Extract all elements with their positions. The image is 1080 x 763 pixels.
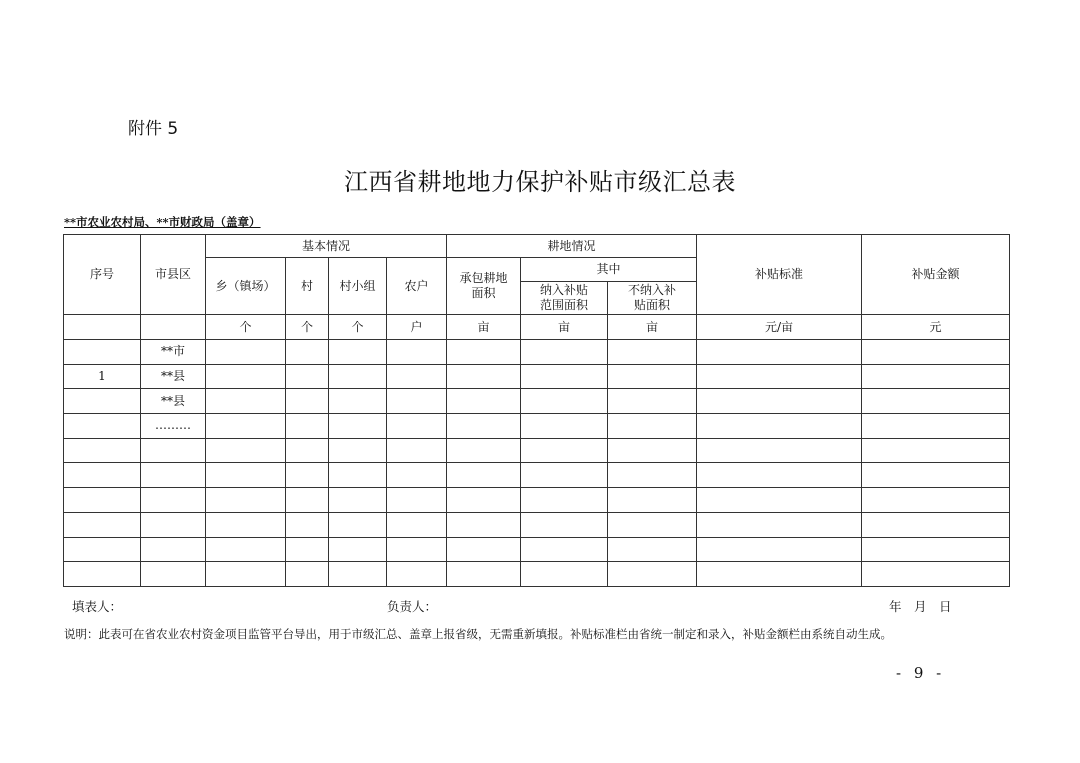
unit-cell: 个 [286, 315, 329, 340]
empty-cell [862, 537, 1010, 562]
empty-cell [329, 389, 387, 414]
table-row [64, 562, 1010, 587]
empty-cell [329, 463, 387, 488]
empty-cell [329, 364, 387, 389]
empty-cell [862, 488, 1010, 513]
empty-cell [608, 438, 697, 463]
empty-cell [608, 537, 697, 562]
empty-cell [329, 414, 387, 439]
summary-table [63, 234, 1010, 587]
table-row [64, 438, 1010, 463]
empty-cell [697, 414, 862, 439]
row-county [141, 488, 206, 513]
empty-cell [206, 512, 286, 537]
row-seq [64, 438, 141, 463]
header-seq: 序号 [64, 235, 141, 315]
empty-cell [862, 414, 1010, 439]
unit-cell: 亩 [447, 315, 521, 340]
empty-cell [286, 463, 329, 488]
header-excluded-area: 不纳入补贴面积 [608, 282, 697, 315]
table-row [64, 389, 1010, 414]
empty-cell [206, 488, 286, 513]
empty-cell [862, 340, 1010, 365]
empty-cell [286, 562, 329, 587]
empty-cell [697, 537, 862, 562]
row-county: **县 [141, 364, 206, 389]
empty-cell [387, 340, 447, 365]
header-among: 其中 [521, 258, 697, 282]
empty-cell [608, 562, 697, 587]
row-seq [64, 562, 141, 587]
empty-cell [387, 438, 447, 463]
empty-cell [447, 389, 521, 414]
empty-cell [697, 364, 862, 389]
empty-cell [862, 364, 1010, 389]
row-county [141, 463, 206, 488]
empty-cell [447, 463, 521, 488]
empty-cell [521, 389, 608, 414]
empty-cell [697, 488, 862, 513]
row-seq: 1 [64, 364, 141, 389]
row-seq [64, 512, 141, 537]
header-amount: 补贴金额 [862, 235, 1010, 315]
empty-cell [521, 364, 608, 389]
empty-cell [286, 414, 329, 439]
empty-cell [521, 537, 608, 562]
row-county [141, 537, 206, 562]
row-seq [64, 463, 141, 488]
empty-cell [447, 364, 521, 389]
empty-cell [286, 389, 329, 414]
unit-cell: 亩 [521, 315, 608, 340]
table-row [64, 537, 1010, 562]
empty-cell [521, 562, 608, 587]
filler-label: 填表人： [72, 599, 123, 614]
empty-cell [862, 438, 1010, 463]
empty-cell [447, 537, 521, 562]
stamp-line: **市农业农村局、**市财政局（盖章） [64, 215, 261, 229]
empty-cell [286, 438, 329, 463]
empty-cell [697, 389, 862, 414]
empty-cell [608, 364, 697, 389]
header-township: 乡（镇场） [206, 258, 286, 315]
unit-cell: 元 [862, 315, 1010, 340]
empty-cell [697, 340, 862, 365]
empty-cell [521, 340, 608, 365]
table-row [64, 340, 1010, 365]
empty-cell [387, 463, 447, 488]
empty-cell [697, 438, 862, 463]
empty-cell [608, 488, 697, 513]
empty-cell [521, 512, 608, 537]
table-row [64, 488, 1010, 513]
empty-cell [862, 389, 1010, 414]
empty-cell [447, 562, 521, 587]
empty-cell [387, 414, 447, 439]
empty-cell [206, 537, 286, 562]
table-row [64, 414, 1010, 439]
empty-cell [286, 364, 329, 389]
header-included-area: 纳入补贴范围面积 [521, 282, 608, 315]
unit-cell: 亩 [608, 315, 697, 340]
empty-cell [329, 340, 387, 365]
empty-cell [608, 389, 697, 414]
header-farmland: 耕地情况 [447, 235, 697, 258]
date-label: 年 月 日 [889, 599, 952, 614]
note-text: 说明：此表可在省农业农村资金项目监管平台导出，用于市级汇总、盖章上报省级，无需重新填报。补贴标准栏由省统一制定和录入，补贴金额栏由系统自动生成。 [64, 627, 892, 641]
empty-cell [206, 438, 286, 463]
empty-cell [286, 340, 329, 365]
empty-cell [286, 537, 329, 562]
attachment-label: 附件 5 [128, 119, 179, 139]
row-county [141, 562, 206, 587]
row-county: ……… [141, 414, 206, 439]
empty-cell [862, 512, 1010, 537]
empty-cell [608, 512, 697, 537]
empty-cell [447, 340, 521, 365]
empty-cell [329, 562, 387, 587]
row-county [141, 438, 206, 463]
row-county: **市 [141, 340, 206, 365]
empty-cell [206, 414, 286, 439]
header-standard: 补贴标准 [697, 235, 862, 315]
empty-cell [697, 463, 862, 488]
empty-cell [697, 562, 862, 587]
empty-cell [387, 512, 447, 537]
table-row [64, 512, 1010, 537]
header-village: 村 [286, 258, 329, 315]
units-row [64, 315, 1010, 340]
empty-cell [387, 488, 447, 513]
row-seq [64, 340, 141, 365]
document-title: 江西省耕地地力保护补贴市级汇总表 [344, 168, 736, 196]
empty-cell [521, 414, 608, 439]
empty-cell [286, 488, 329, 513]
empty-cell [329, 488, 387, 513]
empty-cell [521, 463, 608, 488]
row-seq [64, 414, 141, 439]
empty-cell [862, 562, 1010, 587]
header-basic: 基本情况 [206, 235, 447, 258]
row-seq [64, 389, 141, 414]
empty-cell [521, 488, 608, 513]
row-county [141, 512, 206, 537]
empty-cell [387, 364, 447, 389]
empty-cell [447, 438, 521, 463]
empty-cell [206, 340, 286, 365]
empty-cell [206, 562, 286, 587]
data-rows [64, 340, 1010, 587]
responsible-label: 负责人： [387, 599, 438, 614]
page-number: - 9 - [896, 664, 946, 682]
header-contract-area: 承包耕地面积 [447, 258, 521, 315]
empty-cell [608, 463, 697, 488]
empty-cell [447, 488, 521, 513]
table-row [64, 463, 1010, 488]
row-county: **县 [141, 389, 206, 414]
table-row [64, 364, 1010, 389]
empty-cell [206, 389, 286, 414]
unit-cell: 个 [206, 315, 286, 340]
unit-cell: 元/亩 [697, 315, 862, 340]
empty-cell [447, 512, 521, 537]
empty-cell [862, 463, 1010, 488]
empty-cell [608, 340, 697, 365]
header-household: 农户 [387, 258, 447, 315]
header-group: 村小组 [329, 258, 387, 315]
empty-cell [387, 389, 447, 414]
empty-cell [447, 414, 521, 439]
row-seq [64, 488, 141, 513]
unit-cell: 户 [387, 315, 447, 340]
unit-cell: 个 [329, 315, 387, 340]
empty-cell [286, 512, 329, 537]
empty-cell [387, 562, 447, 587]
empty-cell [206, 364, 286, 389]
empty-cell [206, 463, 286, 488]
empty-cell [697, 512, 862, 537]
row-seq [64, 537, 141, 562]
empty-cell [329, 537, 387, 562]
empty-cell [329, 438, 387, 463]
empty-cell [521, 438, 608, 463]
empty-cell [387, 537, 447, 562]
header-county: 市县区 [141, 235, 206, 315]
empty-cell [329, 512, 387, 537]
empty-cell [608, 414, 697, 439]
